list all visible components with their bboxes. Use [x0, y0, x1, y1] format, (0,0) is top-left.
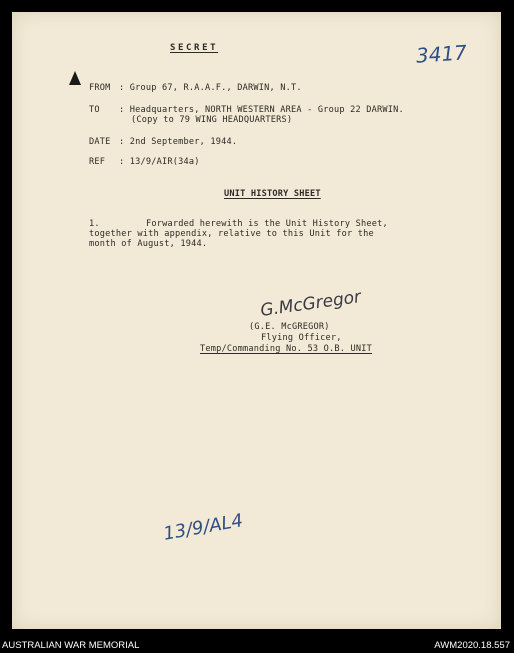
file-reference-annotation: 13/9/AL4 [161, 510, 245, 545]
body-line: Forwarded herewith is the Unit History Sheet, [146, 219, 388, 229]
subject-heading: UNIT HISTORY SHEET [224, 189, 321, 199]
body-line: month of August, 1944. [89, 239, 208, 249]
ref-value: : 13/9/AIR(34a) [119, 157, 200, 167]
to-label: TO [89, 105, 100, 115]
from-label: FROM [89, 83, 111, 93]
classification-heading: SECRET [170, 43, 219, 53]
paragraph-number: 1. [89, 219, 100, 229]
punch-hole-mark [69, 71, 81, 85]
signatory-name: (G.E. McGREGOR) [249, 322, 330, 332]
document-page [12, 12, 501, 629]
date-value: : 2nd September, 1944. [119, 137, 238, 147]
to-value: : Headquarters, NORTH WESTERN AREA - Group 22 DARWIN. [119, 105, 404, 115]
archive-number-annotation: 3417 [415, 40, 468, 68]
footer-institution: AUSTRALIAN WAR MEMORIAL [2, 640, 140, 651]
signatory-rank: Flying Officer, [261, 333, 342, 343]
ref-label: REF [89, 157, 106, 167]
signatory-role: Temp/Commanding No. 53 O.B. UNIT [200, 344, 372, 354]
body-line: together with appendix, relative to this Unit for the [89, 229, 374, 239]
footer-accession-number: AWM2020.18.557 [434, 640, 510, 651]
from-value: : Group 67, R.A.A.F., DARWIN, N.T. [119, 83, 302, 93]
date-label: DATE [89, 137, 111, 147]
handwritten-signature: G.McGregor [259, 287, 363, 321]
to-copy-line: (Copy to 79 WING HEADQUARTERS) [131, 115, 293, 125]
